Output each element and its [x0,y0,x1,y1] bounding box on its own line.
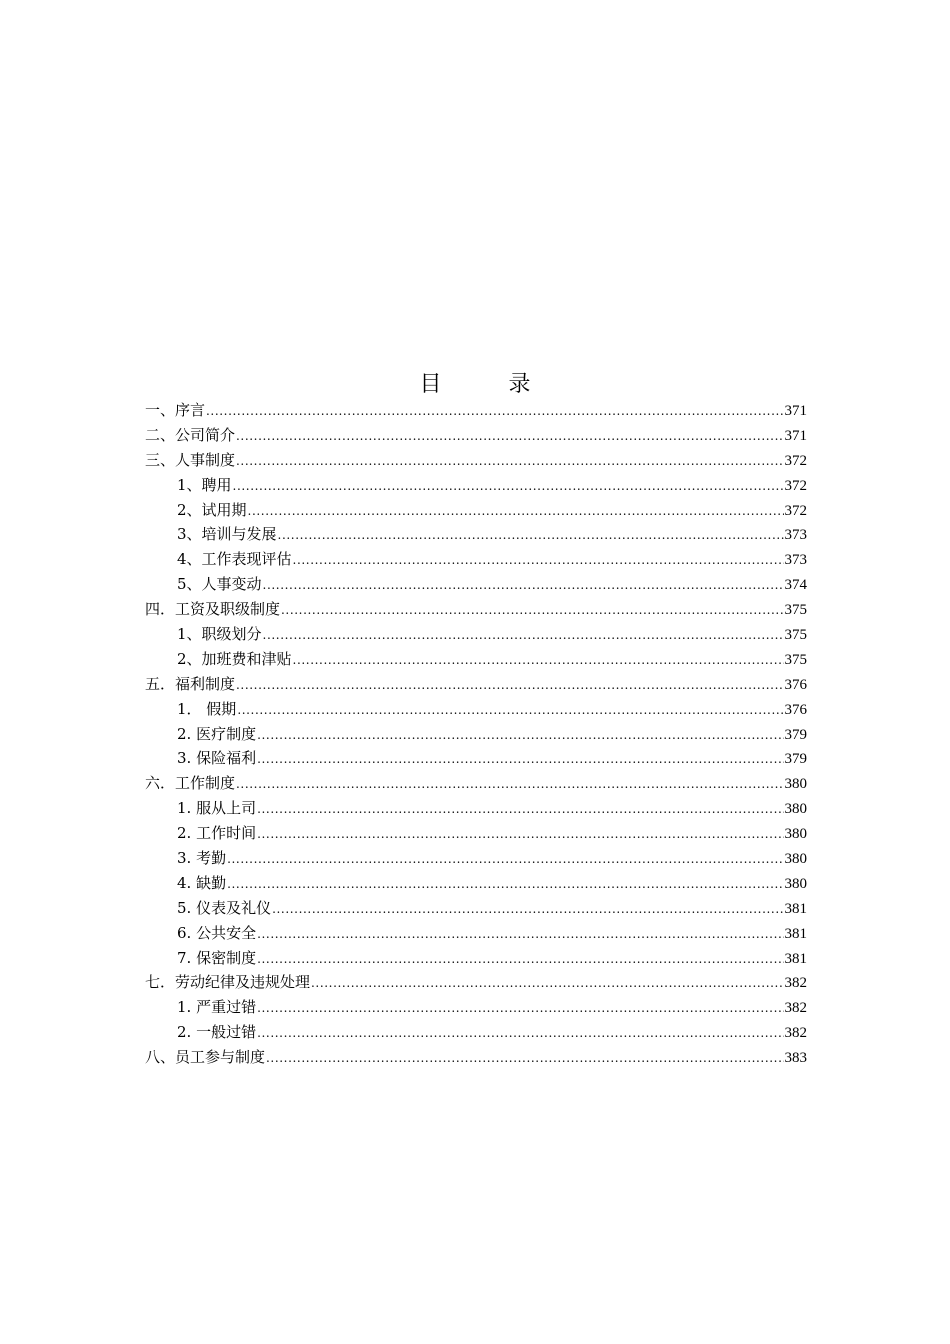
toc-dot-leader [236,423,783,449]
toc-subentry[interactable] [145,821,807,846]
toc-page-number: 371 [784,427,807,444]
toc-entry-label: 7. 保密制度 [177,948,257,967]
toc-page-number: 373 [784,552,807,569]
toc-entry-label: 2. 医疗制度 [177,724,257,743]
toc-page-number: 383 [784,1050,807,1067]
toc-entry[interactable] [145,423,807,448]
toc-page-number: 375 [784,627,807,644]
toc-dot-leader [293,647,784,673]
toc-page-number: 382 [784,975,807,992]
toc-entry-label: 一、序言 [145,401,206,419]
toc-page-number: 379 [784,726,807,743]
toc-entry-label: 3、培训与发展 [177,525,277,544]
toc-page-number: 381 [784,925,807,942]
toc-entry-label: 七．劳动纪律及违规处理 [145,973,311,992]
toc-subentry[interactable] [145,547,807,572]
toc-dot-leader [227,846,783,872]
toc-page-number: 380 [784,801,807,818]
toc-page-number: 379 [784,751,807,768]
toc-entry-label: 三、人事制度 [145,450,236,469]
toc-dot-leader [257,946,783,972]
toc-entry-label: 1. 严重过错 [177,998,257,1017]
toc-dot-leader [236,672,783,698]
toc-dot-leader [236,771,783,797]
toc-page-number: 371 [784,403,807,419]
toc-entry-label: 1、职级划分 [177,625,262,644]
toc-entry-label: 6. 公共安全 [177,923,257,942]
toc-subentry[interactable] [145,522,807,547]
toc-dot-leader [266,1045,783,1071]
toc-subentry[interactable] [145,697,807,722]
toc-entry[interactable] [145,1045,807,1070]
toc-entry-label: 4. 缺勤 [177,873,227,892]
toc-page-number: 380 [784,875,807,892]
toc-dot-leader [257,995,783,1021]
toc-page-number: 381 [784,950,807,967]
toc-dot-leader [263,572,784,598]
toc-dot-leader [233,473,784,499]
toc-entry-label: 5、人事变动 [177,575,262,594]
toc-page-number: 375 [784,602,807,619]
toc-entry-label: 5. 仪表及礼仪 [177,898,272,917]
toc-dot-leader [227,871,783,897]
toc-dot-leader [206,398,783,424]
toc-dot-leader [248,498,784,524]
toc-subentry[interactable] [145,846,807,871]
toc-page-number: 375 [784,651,807,668]
toc-entry-label: 4、工作表现评估 [177,550,292,569]
toc-dot-leader [236,448,783,474]
toc-page-number: 381 [784,900,807,917]
toc-dot-leader [293,547,784,573]
toc-subentry[interactable] [145,498,807,523]
toc-entry-label: 2、加班费和津贴 [177,649,292,668]
toc-subentry[interactable] [145,796,807,821]
toc-page-number: 372 [784,452,807,469]
toc-entry[interactable] [145,398,807,423]
toc-entry-label: 1． 假期 [177,699,237,718]
toc-dot-leader [257,921,783,947]
toc-dot-leader [263,622,784,648]
toc-entry[interactable] [145,448,807,473]
toc-dot-leader [237,697,783,723]
toc-dot-leader [257,821,783,847]
toc-entry[interactable] [145,597,807,622]
toc-subentry[interactable] [145,746,807,771]
toc-page-number: 373 [784,527,807,544]
toc-subentry[interactable] [145,1020,807,1045]
toc-subentry[interactable] [145,896,807,921]
toc-dot-leader [257,796,783,822]
toc-page-number: 376 [784,701,807,718]
toc-page-number: 380 [784,851,807,868]
toc-subentry[interactable] [145,647,807,672]
toc-page-number: 380 [784,826,807,843]
toc-subentry[interactable] [145,572,807,597]
toc-entry-label: 1、聘用 [177,475,232,494]
toc-page-number: 374 [784,577,807,594]
toc-page-number: 382 [784,1025,807,1042]
toc-entry-label: 五．福利制度 [145,674,236,693]
toc-title: 目 录 [419,372,561,397]
toc-entry[interactable] [145,672,807,697]
toc-page-number: 372 [784,477,807,494]
toc-subentry[interactable] [145,995,807,1020]
toc-page-number: 372 [784,502,807,519]
toc-entry[interactable] [145,970,807,995]
toc-entry-label: 二、公司简介 [145,425,236,444]
toc-entry-label: 六．工作制度 [145,774,236,793]
toc-entry[interactable] [145,771,807,796]
toc-page-number: 376 [784,676,807,693]
toc-entry-label: 2. 工作时间 [177,824,257,843]
toc-entry-label: 2、试用期 [177,500,247,519]
toc-list [145,398,807,1070]
toc-subentry[interactable] [145,722,807,747]
toc-entry-label: 八、员工参与制度 [145,1048,266,1067]
toc-dot-leader [257,1020,783,1046]
toc-entry-label: 1. 服从上司 [177,799,257,818]
toc-subentry[interactable] [145,622,807,647]
toc-entry-label: 2. 一般过错 [177,1023,257,1042]
toc-dot-leader [257,746,783,772]
toc-page-number: 382 [784,1000,807,1017]
toc-entry-label: 四．工资及职级制度 [145,600,281,619]
toc-subentry[interactable] [145,871,807,896]
toc-subentry[interactable] [145,473,807,498]
toc-entry-label: 3. 保险福利 [177,749,257,768]
toc-dot-leader [272,896,783,922]
toc-dot-leader [278,522,784,548]
toc-page-number: 380 [784,776,807,793]
toc-subentry[interactable] [145,946,807,971]
toc-dot-leader [281,597,783,623]
toc-dot-leader [257,722,783,748]
toc-dot-leader [311,970,783,996]
toc-entry-label: 3. 考勤 [177,849,227,868]
toc-subentry[interactable] [145,921,807,946]
